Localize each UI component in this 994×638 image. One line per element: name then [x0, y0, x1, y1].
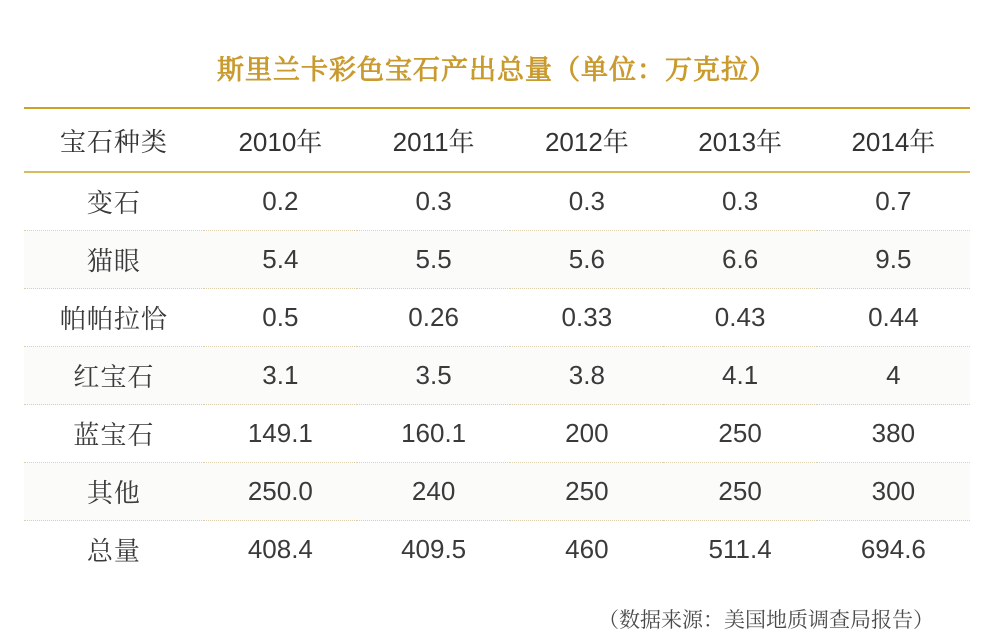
- cell-value: 160.1: [401, 418, 467, 448]
- cell-value: 300: [871, 476, 916, 506]
- cell-value: 5.6: [568, 244, 605, 274]
- cell-value: 0.44: [868, 302, 919, 332]
- row-label: 蓝宝石: [73, 420, 155, 450]
- row-label: 红宝石: [73, 362, 155, 392]
- cell-value: 0.26: [408, 302, 459, 332]
- table-row: [24, 231, 970, 289]
- cell-value: 9.5: [875, 244, 912, 274]
- column-header-2013: 2013年: [663, 109, 816, 172]
- cell-value: 6.6: [722, 244, 759, 274]
- source-note: （数据来源：美国地质调查局报告）: [598, 609, 934, 632]
- cell-value: 3.8: [568, 360, 605, 390]
- row-label: 变石: [86, 188, 141, 218]
- row-label: 其他: [86, 478, 141, 508]
- cell-value: 0.33: [561, 302, 613, 332]
- row-label: 总量: [86, 536, 141, 566]
- cell-value: 250: [718, 476, 762, 506]
- cell-value: 149.1: [247, 418, 313, 448]
- cell-value: 0.3: [568, 186, 605, 216]
- data-table-container: [24, 107, 970, 578]
- column-header-2010: 2010年: [204, 109, 357, 172]
- table-header-row: [24, 109, 970, 172]
- column-header-2014: 2014年: [817, 109, 970, 172]
- cell-value: 0.5: [262, 302, 299, 332]
- table-row: [24, 405, 970, 463]
- column-header-2011: 2011年: [357, 109, 510, 172]
- cell-value: 5.4: [262, 244, 299, 274]
- column-header-category: 宝石种类: [24, 109, 204, 172]
- cell-value: 511.4: [708, 534, 772, 564]
- page-title: 斯里兰卡彩色宝石产出总量（单位：万克拉）: [217, 55, 777, 85]
- cell-value: 250.0: [247, 476, 313, 506]
- cell-value: 0.7: [875, 186, 912, 216]
- cell-value: 3.1: [262, 360, 299, 390]
- cell-value: 460: [565, 534, 609, 564]
- cell-value: 0.3: [415, 186, 452, 216]
- cell-value: 4.1: [722, 360, 759, 390]
- cell-value: 250: [718, 418, 762, 448]
- cell-value: 3.5: [415, 360, 452, 390]
- cell-value: 408.4: [247, 534, 313, 564]
- cell-value: 380: [871, 418, 916, 448]
- table-body: [24, 172, 970, 578]
- table-row-total: [24, 521, 970, 579]
- table-row: [24, 172, 970, 231]
- cell-value: 5.5: [415, 244, 452, 274]
- row-label: 帕帕拉恰: [59, 304, 168, 334]
- cell-value: 0.3: [722, 186, 759, 216]
- table-row: [24, 347, 970, 405]
- table-row: [24, 289, 970, 347]
- table-row: [24, 463, 970, 521]
- cell-value: 240: [411, 476, 456, 506]
- row-label: 猫眼: [86, 246, 141, 276]
- cell-value: 694.6: [860, 534, 926, 564]
- cell-value: 200: [565, 418, 609, 448]
- table-header: [24, 109, 970, 172]
- column-header-2012: 2012年: [510, 109, 663, 172]
- cell-value: 4: [886, 360, 901, 390]
- cell-value: 409.5: [401, 534, 467, 564]
- cell-value: 250: [565, 476, 609, 506]
- cell-value: 0.2: [262, 186, 299, 216]
- gemstone-output-table: [24, 109, 970, 578]
- cell-value: 0.43: [714, 302, 766, 332]
